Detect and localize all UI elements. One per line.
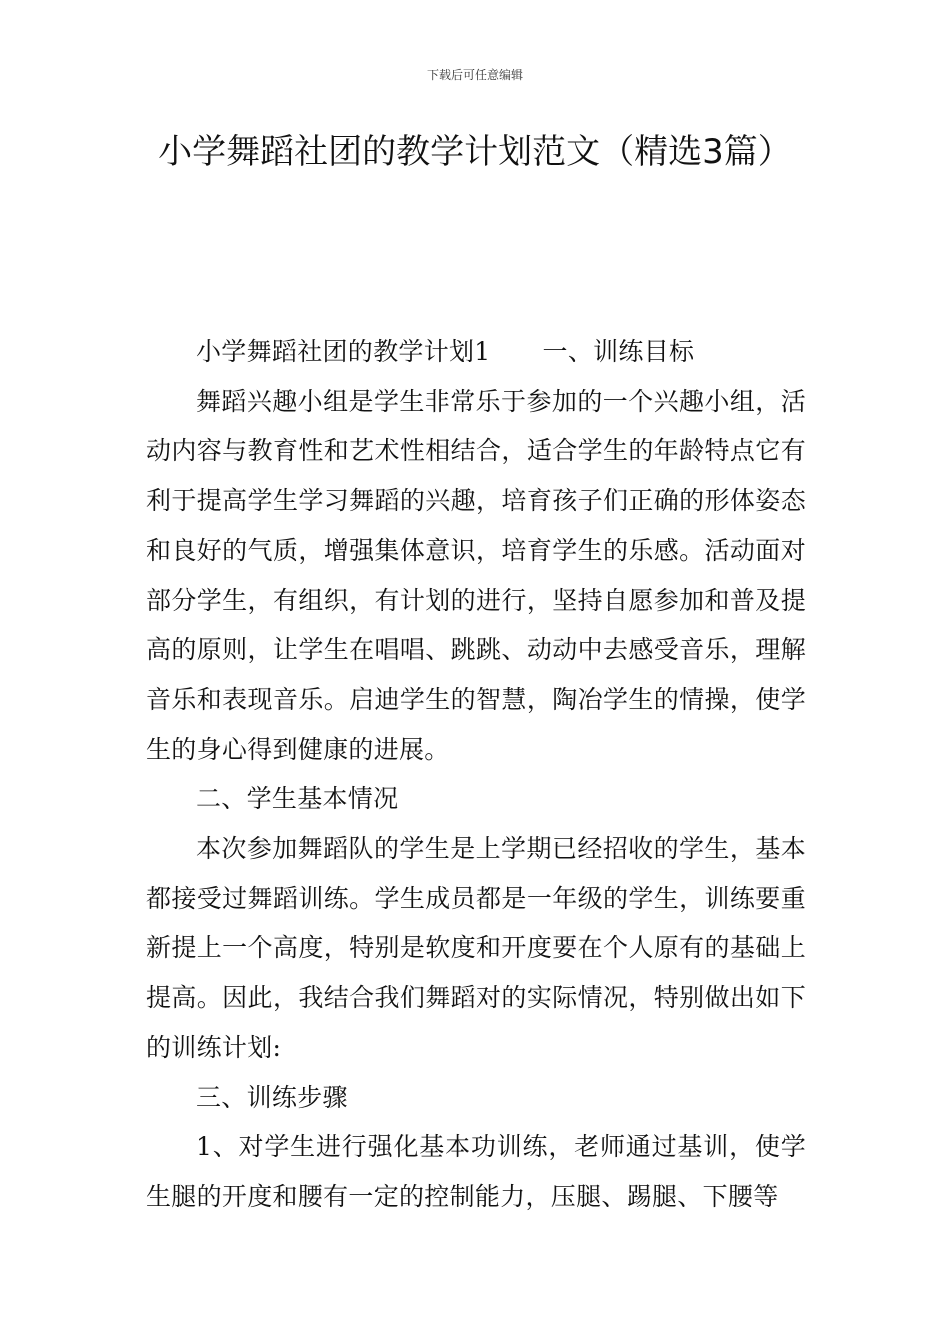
document-title: 小学舞蹈社团的教学计划范文（精选3篇） xyxy=(158,132,792,172)
paragraph-student-situation: 本次参加舞蹈队的学生是上学期已经招收的学生，基本都接受过舞蹈训练。学生成员都是一年级的学生，训练要重新提上一个高度，特别是软度和开度要在个人原有的基础上提高。因此，我结合我们舞蹈对的实际情况，特别做出如下的训练计划: xyxy=(146,834,806,1062)
section-heading-student-situation: 二、学生基本情况 xyxy=(196,784,399,814)
section-heading-training-steps: 三、训练步骤 xyxy=(196,1082,348,1112)
section-heading-training-goals: 一、训练目标 xyxy=(542,337,695,366)
plan-heading: 小学舞蹈社团的教学计划1 xyxy=(196,337,491,366)
paragraph-training-step-1: 1、对学生进行强化基本功训练，老师通过基训，使学生腿的开度和腰有一定的控制能力，压腿、踢腿、下腰等 xyxy=(146,1132,806,1211)
header-note: 下载后可任意编辑 xyxy=(426,68,523,82)
plan-heading-line xyxy=(146,327,806,377)
paragraph-training-goals: 舞蹈兴趣小组是学生非常乐于参加的一个兴趣小组，活动内容与教育性和艺术性相结合，适合学生的年龄特点它有利于提高学生学习舞蹈的兴趣，培育孩子们正确的形体姿态和良好的气质，增强集体意识，培育学生的乐感。活动面对部分学生，有组织，有计划的进行，坚持自愿参加和普及提高的原则，让学生在唱唱、跳跳、动动中去感受音乐，理解音乐和表现音乐。启迪学生的智慧，陶冶学生的情操，使学生的身心得到健康的进展。 xyxy=(146,386,806,764)
document-body xyxy=(146,327,806,1222)
